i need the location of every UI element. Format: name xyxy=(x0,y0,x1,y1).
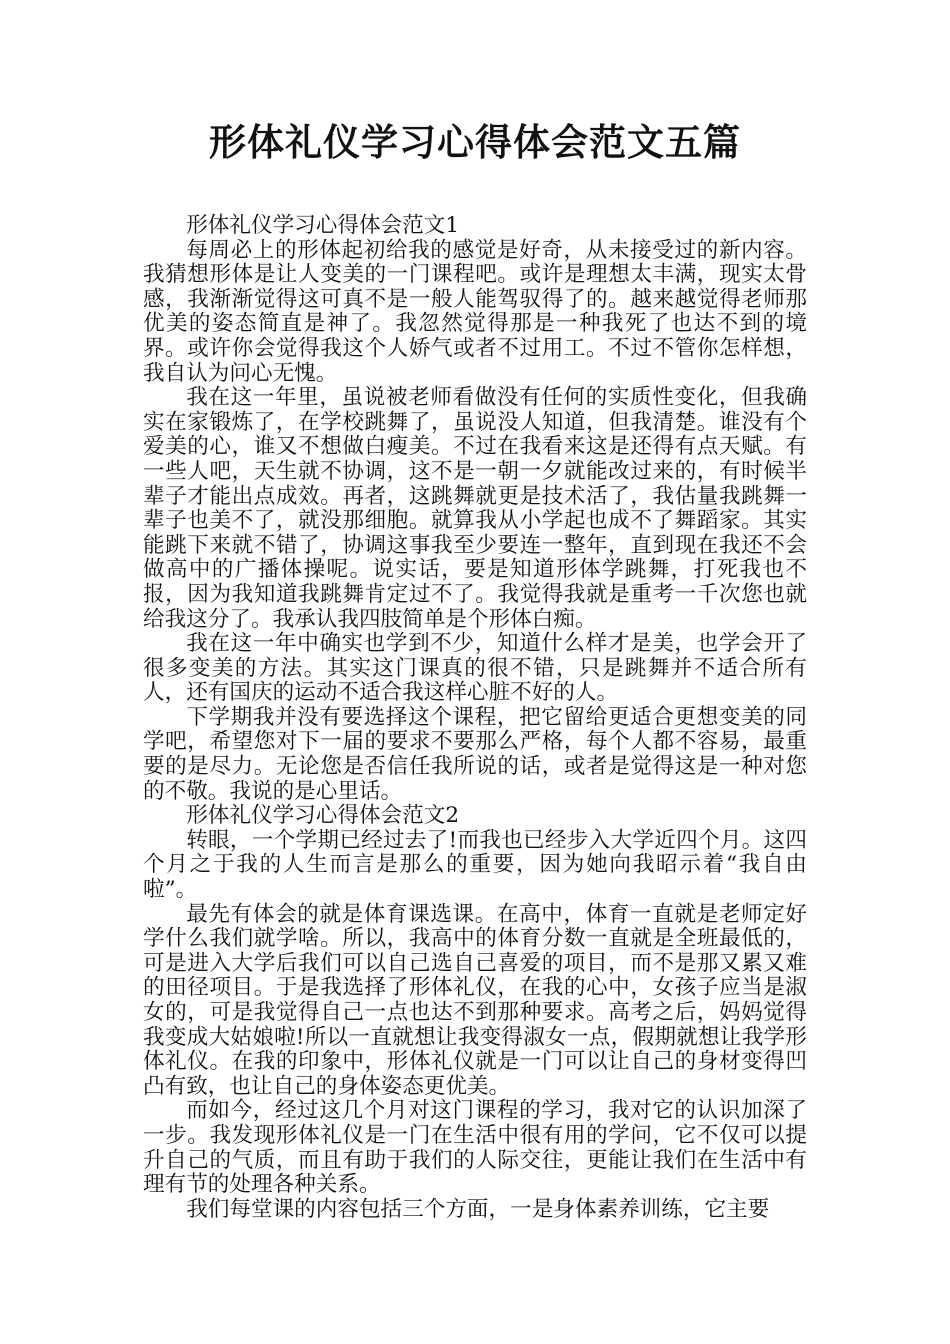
document-page xyxy=(143,118,807,1222)
body-paragraph: 最先有体会的就是体育课选课。在高中，体育一直就是老师定好学什么我们就学啥。所以，我高中的体育分数一直就是全班最低的，可是进入大学后我们可以自己选自己喜爱的项目，而不是那又累又难的田径项目。于是我选择了形体礼仪，在我的心中，女孩子应当是淑女的，可是我觉得自己一点也达不到那种要求。高考之后，妈妈觉得我变成大姑娘啦!所以一直就想让我变得淑女一点，假期就想让我学形体礼仪。在我的印象中，形体礼仪就是一门可以让自己的身材变得凹凸有致，也让自己的身体姿态更优美。 xyxy=(143,901,807,1099)
document-title: 形体礼仪学习心得体会范文五篇 xyxy=(209,121,741,164)
document-body xyxy=(143,214,807,1222)
body-paragraph: 我们每堂课的内容包括三个方面，一是身体素养训练，它主要 xyxy=(186,1196,770,1222)
body-paragraph: 转眼，一个学期已经过去了!而我也已经步入大学近四个月。这四个月之于我的人生而言是那么的重要，因为她向我昭示着“我自由啦”。 xyxy=(143,827,807,903)
body-paragraph: 我在这一年里，虽说被老师看做没有任何的实质性变化，但我确实在家锻炼了，在学校跳舞了，虽说没人知道，但我清楚。谁没有个爱美的心，谁又不想做白瘦美。不过在我看来这是还得有点天赋。有一些人吧，天生就不协调，这不是一朝一夕就能改过来的，有时候半辈子才能出点成效。再者，这跳舞就更是技术活了，我估量我跳舞一辈子也美不了，就没那细胞。就算我从小学起也成不了舞蹈家。其实能跳下来就不错了，协调这事我至少要连一整年，直到现在我还不会做高中的广播体操呢。说实话，要是知道形体学跳舞，打死我也不报，因为我知道我跳舞肯定过不了。我觉得我就是重考一千次您也就给我这分了。我承认我四肢简单是个形体白痴。 xyxy=(143,385,807,632)
body-paragraph: 每周必上的形体起初给我的感觉是好奇，从未接受过的新内容。我猜想形体是让人变美的一门课程吧。或许是理想太丰满，现实太骨感，我渐渐觉得这可真不是一般人能驾驭得了的。越来越觉得老师那优美的姿态简直是神了。我忽然觉得那是一种我死了也达不到的境界。或许你会觉得我这个人娇气或者不过用工。不过不管你怎样想，我自认为问心无愧。 xyxy=(143,237,807,386)
body-paragraph: 下学期我并没有要选择这个课程，把它留给更适合更想变美的同学吧，希望您对下一届的要求不要那么严格，每个人都不容易，最重要的是尽力。无论您是否信任我所说的话，或者是觉得这是一种对您的不敬。我说的是心里话。 xyxy=(143,704,807,804)
body-paragraph: 而如今，经过这几个月对这门课程的学习，我对它的认识加深了一步。我发现形体礼仪是一门在生活中很有用的学问，它不仅可以提升自己的气质，而且有助于我们的人际交往，更能让我们在生活中有理有节的处理各种关系。 xyxy=(143,1098,807,1198)
body-paragraph: 我在这一年中确实也学到不少，知道什么样才是美，也学会开了很多变美的方法。其实这门课真的很不错，只是跳舞并不适合所有人，还有国庆的运动不适合我这样心脏不好的人。 xyxy=(143,631,807,706)
section-heading-2: 形体礼仪学习心得体会范文2 xyxy=(186,803,460,829)
section-heading-1: 形体礼仪学习心得体会范文1 xyxy=(186,213,460,238)
